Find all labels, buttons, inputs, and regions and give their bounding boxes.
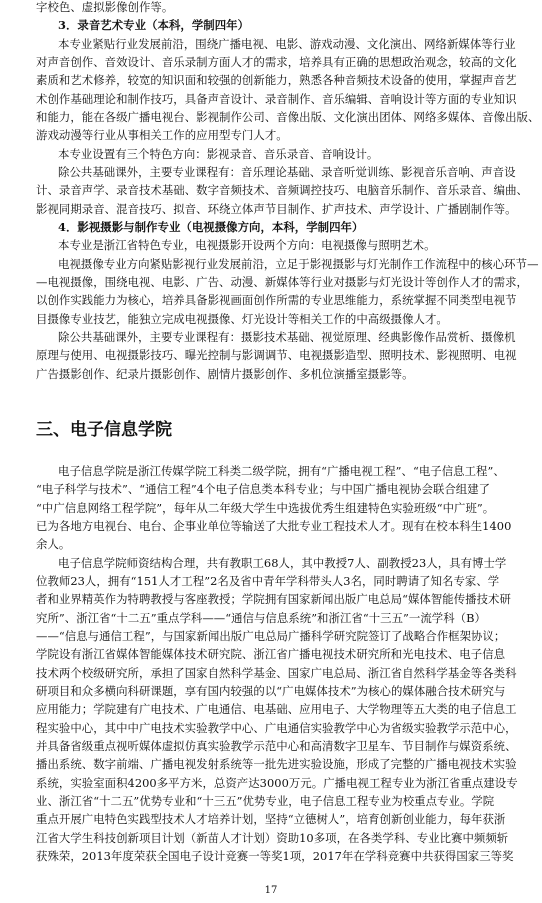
body-text-line: 技术两个校级研究所，承担了国家自然科学基金、国家广电总局、浙江省自然科学基金等各类科 <box>36 666 517 680</box>
body-text-line: 对声音创作、音效设计、音乐录制方面人才的需求，培养具有正确的思想政治观念，较高的文化 <box>36 55 517 69</box>
body-text-line: 除公共基础课外，主要专业课程有：音乐理论基础、录音听觉训练、影视音乐音响、声音设 <box>58 165 516 179</box>
body-text-line: “中广信息网络工程学院”，每年从二年级大学生中选拔优秀生组建特色实验班级“中广班”。 <box>36 501 495 515</box>
body-text-line: 除公共基础课外，主要专业课程有：摄影技术基础、视觉原理、经典影像作品赏析、摄像机 <box>58 330 516 344</box>
body-text-line: —电视摄像，围绕电视、电影、广告、动漫、新媒体等行业对摄影与灯光设计等创作人才的需求， <box>36 275 528 289</box>
body-text-line: 并具备省级重点视听媒体虚拟仿真实验教学示范中心和高清数字卫星车、节目制作与媒资系统、 <box>36 739 517 753</box>
body-text-line: 播出系统、数字前端、广播电视发射系统等一批先进实验设施，形成了完整的广播电视技术实验 <box>36 757 517 771</box>
body-text-line: 程实验中心，其中中广电技术实验教学中心、广电通信实验教学中心为省级实验教学示范中心， <box>36 721 517 735</box>
body-text-line: 学院设有浙江省媒体智能媒体技术研究院、浙江省广播电视技术研究所和光电技术、电子信息 <box>36 647 506 661</box>
body-text-line: 电子信息学院师资结构合理，共有教职工68人，其中教授7人、副教授23人，具有博士学 <box>58 556 507 570</box>
section-heading: 三、电子信息学院 <box>36 420 172 440</box>
body-text-line: 广告摄影创作、纪录片摄影创作、剧情片摄影创作、多机位演播室摄影等。 <box>36 367 414 381</box>
body-text-line: 本专业是浙江省特色专业，电视摄影开设两个方向：电视摄像与照明艺术。 <box>58 238 436 252</box>
body-text-line: ——“信息与通信工程”，与国家新闻出版广电总局广播科学研究院签订了战略合作框架协议； <box>36 629 506 643</box>
subsection-heading: 3．录音艺术专业（本科，学制四年） <box>58 18 250 32</box>
body-text-line: 原理与使用、电视摄影技巧、曝光控制与影调调节、电视摄影造型、照明技术、影视照明、电视 <box>36 348 517 362</box>
body-text-line: 研项目和众多横向科研课题，享有国内较强的以“广电媒体技术”为核心的媒体融合技术研究与 <box>36 684 506 698</box>
body-text-line: 本专业紧贴行业发展前沿，围绕广播电视、电影、游戏动漫、文化演出、网络新媒体等行业 <box>58 37 516 51</box>
body-text-line: 电子信息学院是浙江传媒学院工科类二级学院，拥有“广播电视工程”、“电子信息工程”、 <box>58 464 505 478</box>
body-text-line: 素质和艺术修养，较宽的知识面和较强的创新能力，熟悉各种音频技术设备的使用，掌握声音艺 <box>36 73 517 87</box>
body-text-line: 业、浙江省“十二五”优势专业和“十三五”优势专业，电子信息工程专业为校重点专业。学院 <box>36 794 495 808</box>
body-text-line: 术创作基础理论和制作技巧，具备声音设计、录音制作、音乐编辑、音响设计等方面的专业知识 <box>36 92 517 106</box>
body-text-line: 影视同期录音、混音技巧、拟音、环绕立体声节目制作、扩声技术、声学设计、广播剧制作等。 <box>36 202 517 216</box>
body-text-line: 究所”、浙江省“十二五”重点学科——“通信与信息系统”和浙江省“十三五”一流学科（B） <box>36 611 486 625</box>
body-text-line: 江省大学生科技创新项目计划（新苗人才计划）资助10多项，在各类学科、专业比赛中频频斩 <box>36 831 509 845</box>
subsection-heading: 4．影视摄影与制作专业（电视摄像方向，本科，学制四年） <box>58 220 364 234</box>
body-text-line: 字校色、虚拟影像创作等。 <box>36 0 174 14</box>
body-text-line: 余人。 <box>36 537 71 551</box>
body-text-line: 已为各地方电视台、电台、企事业单位等输送了大批专业工程技术人才。现有在校本科生1400 <box>36 519 512 533</box>
body-text-line: 应用能力；学院建有广电技术、广电通信、电基础、应用电子、大学物理等五大类的电子信息工 <box>36 702 517 716</box>
body-text-line: “电子科学与技术”、“通信工程”4个电子信息类本科专业；与中国广播电视协会联合组建了 <box>36 482 491 496</box>
body-text-line: 获殊荣，2013年度荣获全国电子设计竞赛一等奖1项，2017年在学科竞赛中共获得国家三等奖 <box>36 849 514 863</box>
body-text-line: 和能力，能在各级广播电视台、影视制作公司、音像出版、文化演出团体、网络多媒体、音像出版、 <box>36 110 540 124</box>
body-text-line: 重点开展广电特色实践型技术人才培养计划，坚持“立德树人”，培育创新创业能力，每年获浙 <box>36 812 506 826</box>
body-text-line: 目摄像专业技艺，能独立完成电视摄像、灯光设计等相关工作的中高级摄像人才。 <box>36 312 448 326</box>
body-text-line: 以创作实践能力为核心，培养具备影视画面创作所需的专业思维能力，系统掌握不同类型电视节 <box>36 293 517 307</box>
body-text-line: 计、录音声学、录音技术基础、数字音频技术、音频调控技巧、电脑音乐制作、音乐录音、编曲、 <box>36 183 528 197</box>
body-text-line: 本专业设置有三个特色方向：影视录音、音乐录音、音响设计。 <box>58 147 379 161</box>
body-text-line: 位教师23人，拥有“151人才工程”2名及省中青年学科带头人3名，同时聘请了知名专家、学 <box>36 574 500 588</box>
body-text-line: 电视摄像专业方向紧贴影视行业发展前沿，立足于影视摄影与灯光制作工作流程中的核心环节— <box>58 257 539 271</box>
body-text-line: 游戏动漫等行业从事相关工作的应用型专门人才。 <box>36 128 288 142</box>
body-text-line: 者和业界精英作为特聘教授与客座教授；学院拥有国家新闻出版广电总局“媒体智能传播技术研 <box>36 592 511 606</box>
page-number: 17 <box>264 885 278 896</box>
body-text-line: 系统，实验室面积4200多平方米，总资产达3000万元。广播电视工程专业为浙江省重点建设专 <box>36 776 518 790</box>
